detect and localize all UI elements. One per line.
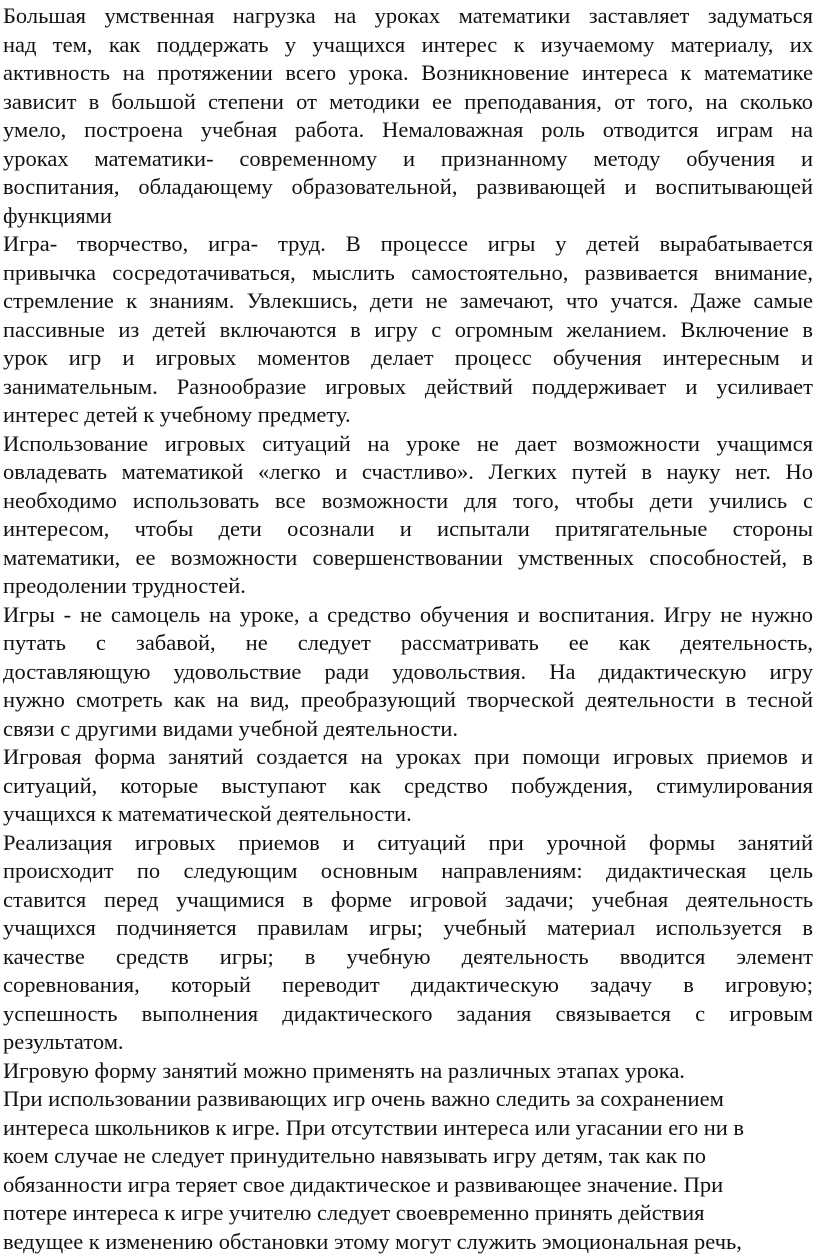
text-line: преодолении трудностей. [3, 573, 246, 598]
text-line: учащихся к математической деятельности. [3, 801, 412, 826]
text-line: интерес детей к учебному предмету. [3, 402, 351, 427]
text-line: учащихся подчиняется правилам игры; учебный материал используется в [3, 915, 813, 940]
text-line: потере интереса к игре учителю следует своевременно принять действия [3, 1200, 705, 1225]
text-line: происходит по следующим основным направлениям: дидактическая цель [3, 858, 813, 883]
text-line: овладевать математикой «легко и счастливо». Легких путей в науку нет. Но [3, 459, 813, 484]
text-line: занимательным. Разнообразие игровых действий поддерживает и усиливает [3, 373, 813, 399]
text-line: необходимо использовать все возможности для того, чтобы дети учились с [3, 487, 813, 513]
text-line: качестве средств игры; в учебную деятельность вводится элемент [3, 943, 813, 969]
text-line: стремление к знаниям. Увлекшись, дети не замечают, что учатся. Даже самые [3, 288, 813, 313]
text-line: активность на протяжении всего урока. Возникновение интереса к математике [3, 60, 813, 85]
text-line: Игра- творчество, игра- труд. В процессе игры у детей вырабатывается [3, 231, 813, 256]
text-line: интересом, чтобы дети осознали и испытали притягательные стороны [3, 516, 813, 541]
text-line: соревнования, который переводит дидактическую задачу в игровую; [3, 972, 813, 997]
text-line: Игры - не самоцель на уроке, а средство обучения и воспитания. Игру не нужно [3, 601, 813, 627]
text-line: Реализация игровых приемов и ситуаций при урочной формы занятий [3, 829, 813, 855]
text-line: результатом. [3, 1029, 124, 1054]
text-line: успешность выполнения дидактического задания связывается с игровым [3, 1000, 813, 1026]
text-line: уроках математики- современному и признанному методу обучения и [3, 145, 813, 171]
text-line: урок игр и игровых моментов делает процесс обучения интересным и [3, 345, 813, 370]
text-line: математики, ее возможности совершенствовании умственных способностей, в [3, 544, 813, 570]
text-line: путать с забавой, не следует рассматривать ее как деятельность, [3, 630, 813, 655]
text-line: Игровую форму занятий можно применять на различных этапах урока. [3, 1057, 685, 1083]
text-line: пассивные из детей включаются в игру с огромным желанием. Включение в [3, 316, 813, 342]
text-line: над тем, как поддержать у учащихся интерес к изучаемому материалу, их [3, 31, 813, 57]
text-line: привычка сосредотачиваться, мыслить самостоятельно, развивается внимание, [3, 259, 813, 285]
text-line: Большая умственная нагрузка на уроках математики заставляет задуматься [3, 3, 813, 28]
text-line: При использовании развивающих игр очень важно следить за сохранением [3, 1086, 724, 1111]
text-line: умело, построена учебная работа. Немаловажная роль отводится играм на [3, 117, 813, 142]
text-line: нужно смотреть как на вид, преобразующий творческой деятельности в тесной [3, 687, 813, 712]
text-line: зависит в большой степени от методики ее преподавания, от того, на сколько [3, 88, 813, 114]
text-line: ставится перед учащимися в форме игровой задачи; учебная деятельность [3, 886, 813, 912]
text-line: связи с другими видами учебной деятельности. [3, 715, 459, 741]
text-line: Использование игровых ситуаций на уроке не дает возможности учащимся [3, 430, 813, 456]
text-line: интереса школьников к игре. При отсутствии интереса или угасании его ни в [3, 1114, 745, 1140]
text-line: ведущее к изменению обстановки этому могут служить эмоциональная речь, [3, 1228, 742, 1254]
text-line: воспитания, обладающему образовательной, развивающей и воспитывающей [3, 174, 813, 199]
text-line: доставляющую удовольствие ради удовольствия. На дидактическую игру [3, 658, 813, 684]
text-line: обязанности игра теряет свое дидактическое и развивающее значение. При [3, 1171, 724, 1197]
text-line: функциями [3, 202, 112, 228]
text-line: Игровая форма занятий создается на уроках при помощи игровых приемов и [3, 744, 813, 769]
text-line: ситуаций, которые выступают как средство побуждения, стимулирования [3, 772, 813, 798]
text-line: коем случае не следует принудительно навязывать игру детям, так как по [3, 1143, 707, 1168]
